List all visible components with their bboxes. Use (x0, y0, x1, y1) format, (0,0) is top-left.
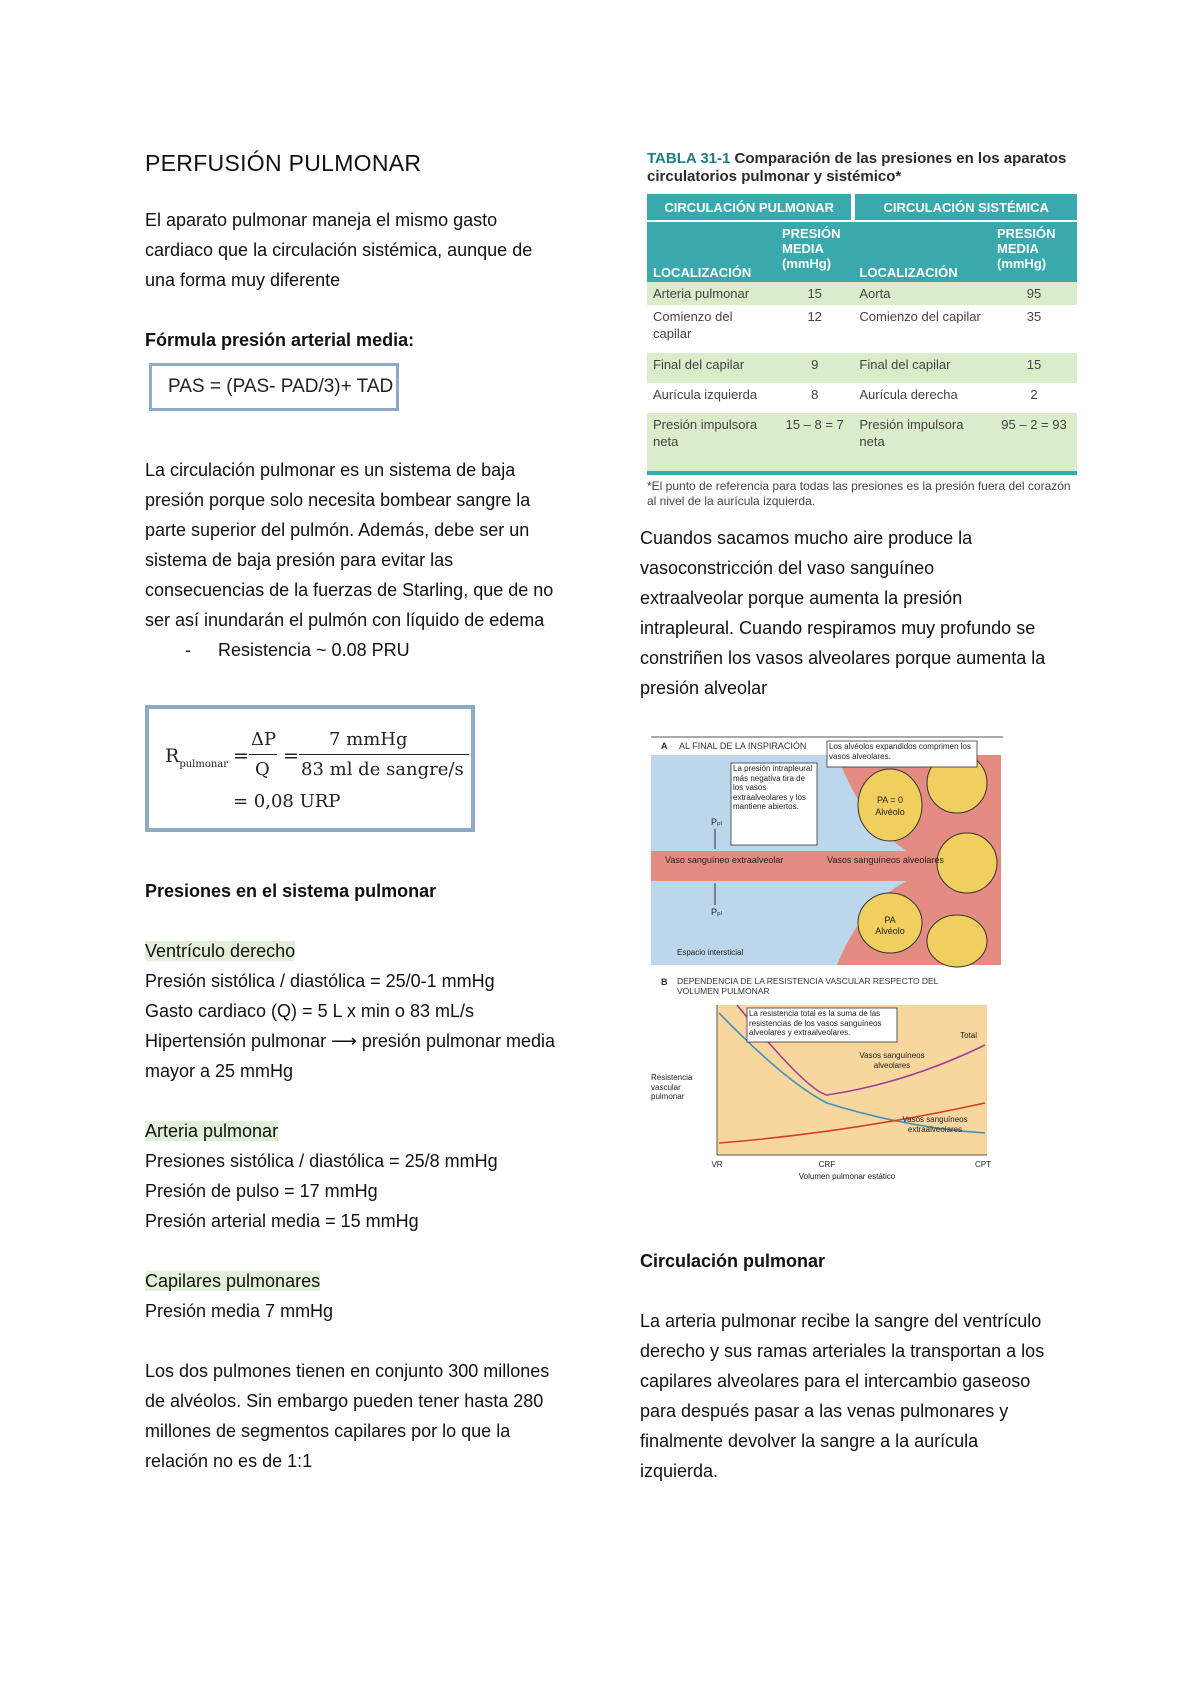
ventricle-section: Ventrículo derecho Presión sistólica / diastólica = 25/0-1 mmHg Gasto cardiaco (Q) = 5 L x min o 83 mL/s Hipertensión pulmonar ⟶ presión pulmonar media mayor a 25 mmHg (145, 941, 556, 1081)
svg-text:PA = 0: PA = 0 (876, 795, 904, 805)
low-pressure-paragraph: La circulación pulmonar es un sistema de baja presión porque solo necesita bombear sangre la parte superior del pulmón. Además, debe ser un sistema de baja presión para evitar las consecuencias de la fuerzas de Starling, que de no ser así inundarán el pulmón con líquido de edema - Resistencia ~ 0.08 PRU (145, 455, 585, 665)
svg-text:Vasos sanguíneos alveolares: Vasos sanguíneos alveolares (827, 855, 944, 865)
vascular-resistance-figure (647, 733, 1007, 1188)
table-column-header: LOCALIZACIÓN (647, 221, 776, 282)
table-row: Aurícula izquierda 8 Aurícula derecha 2 (653, 387, 1038, 402)
svg-text:CRF: CRF (818, 1160, 836, 1169)
table-column-header: PRESIÓN MEDIA (mmHg) (776, 221, 853, 282)
table-group-header: CIRCULACIÓN PULMONAR (647, 194, 853, 221)
svg-text:A: A (661, 741, 668, 751)
highlight-label: Capilares pulmonares (145, 1271, 321, 1291)
table-row: Final del capilar 9 Final del capilar 15 (647, 353, 1077, 383)
artery-section: Arteria pulmonar Presiones sistólica / diastólica = 25/8 mmHg Presión de pulso = 17 mmHg Presión arterial media = 15 mmHg (145, 1121, 498, 1231)
highlight-label: Ventrículo derecho (145, 941, 296, 961)
pressures-heading: Presiones en el sistema pulmonar (145, 881, 437, 901)
table-footnote: *El punto de referencia para todas las presiones es la presión fuera del corazón al nivel de la aurícula izquierda. (647, 479, 1071, 508)
formula-heading: Fórmula presión arterial media: (145, 330, 415, 350)
pressure-comparison-table (647, 150, 1077, 509)
table-row: Arteria pulmonar 15 Aorta 95 (647, 282, 1077, 305)
svg-text:Pₚₗ: Pₚₗ (711, 817, 723, 827)
vasoconstriction-paragraph: Cuandos sacamos mucho aire produce la vasoconstricción del vaso sanguíneo extraalveolar porque aumenta la presión intrapleural. Cuando respiramos muy profundo se constriñen los vasos alveolares porque aumenta la presión alveolar (640, 528, 1046, 698)
svg-text:Vaso sanguíneo extraalveolar: Vaso sanguíneo extraalveolar (665, 855, 784, 865)
alveoli-paragraph: Los dos pulmones tienen en conjunto 300 millones de alvéolos. Sin embargo pueden tener hasta 280 millones de segmentos capilares por lo que la relación no es de 1:1 (145, 1361, 550, 1471)
formula-lhs: $R_{pulmonar}$ (165, 745, 229, 770)
intro-paragraph: El aparato pulmonar maneja el mismo gasto cardiaco que la circulación sistémica, aunque de una forma muy diferente (145, 210, 533, 290)
svg-text:B: B (661, 977, 668, 987)
capillary-section: Capilares pulmonares Presión media 7 mmHg (145, 1271, 334, 1321)
table-title: TABLA 31-1 Comparación de las presiones en los aparatos circulatorios pulmonar y sistémico* (647, 150, 1067, 185)
svg-text:PA: PA (884, 915, 896, 925)
page-title: PERFUSIÓN PULMONAR (145, 150, 422, 176)
svg-text:VR: VR (711, 1160, 723, 1169)
svg-text:Alvéolo: Alvéolo (875, 807, 905, 817)
table-column-header: LOCALIZACIÓN (853, 221, 991, 282)
table-row: Comienzo del capilar 12 Comienzo del capilar 35 (653, 309, 1042, 341)
svg-text:Total: Total (960, 1031, 977, 1040)
formula-box-resistance: $R_{pulmonar}$ = ΔP Q = 7 mmHg 83 ml de sangre/s = 0,08 URP (145, 705, 475, 832)
table-row: Presión impulsora neta 15 – 8 = 7 Presión impulsora neta 95 – 2 = 93 (647, 413, 1077, 473)
highlight-label: Arteria pulmonar (145, 1121, 279, 1141)
list-item: - Resistencia ~ 0.08 PRU (185, 640, 410, 660)
svg-text:Espacio intersticial: Espacio intersticial (677, 948, 744, 957)
svg-text:Volumen pulmonar estático: Volumen pulmonar estático (798, 1172, 896, 1181)
circulation-paragraph: La arteria pulmonar recibe la sangre del ventrículo derecho y sus ramas arteriales la transportan a los capilares alveolares para el intercambio gaseoso para después pasar a las venas pulmonares y finalmente devolver la sangre a la aurícula izquierda. (640, 1311, 1045, 1481)
circulation-heading: Circulación pulmonar (640, 1251, 826, 1271)
figure-svg: A AL FINAL DE LA INSPIRACIÓN PA = 0 Alvéolo PA Alvéolo Los alvéolos expandidos comprimen los vasos alveolares. La presión intrapleural más negativa tira de los vasos extraalveolares y los mantiene abiertos. Pₚₗ Pₚₗ Vaso sanguíneo extraalveolar Vasos sanguíneos alveolares Espacio intersticial B DEPENDENCIA DE LA RESISTENCIA VASCULAR RESPECTO DEL VOLUMEN PULMONAR La resistencia total es la suma de las resistencias de los vasos sanguíneos alveolares y extraalveolares. Total Vasos sanguíneos alveolares Vasos sanguíneos extraalveolares Resistencia vascular pulmonar VR CRF CPT Volumen pulmonar estático (647, 733, 1007, 1183)
formula-box-mean-pressure: PAS = (PAS- PAD/3)+ TAD (149, 363, 399, 411)
left-column (145, 150, 585, 1476)
svg-text:AL FINAL DE LA INSPIRACIÓN: AL FINAL DE LA INSPIRACIÓN (679, 741, 807, 751)
svg-text:CPT: CPT (975, 1160, 991, 1169)
svg-text:Pₚₗ: Pₚₗ (711, 907, 723, 917)
svg-text:Alvéolo: Alvéolo (875, 926, 905, 936)
table-column-header: PRESIÓN MEDIA (mmHg) (991, 221, 1077, 282)
table-group-header: CIRCULACIÓN SISTÉMICA (853, 194, 1077, 221)
right-column (640, 150, 1080, 1486)
